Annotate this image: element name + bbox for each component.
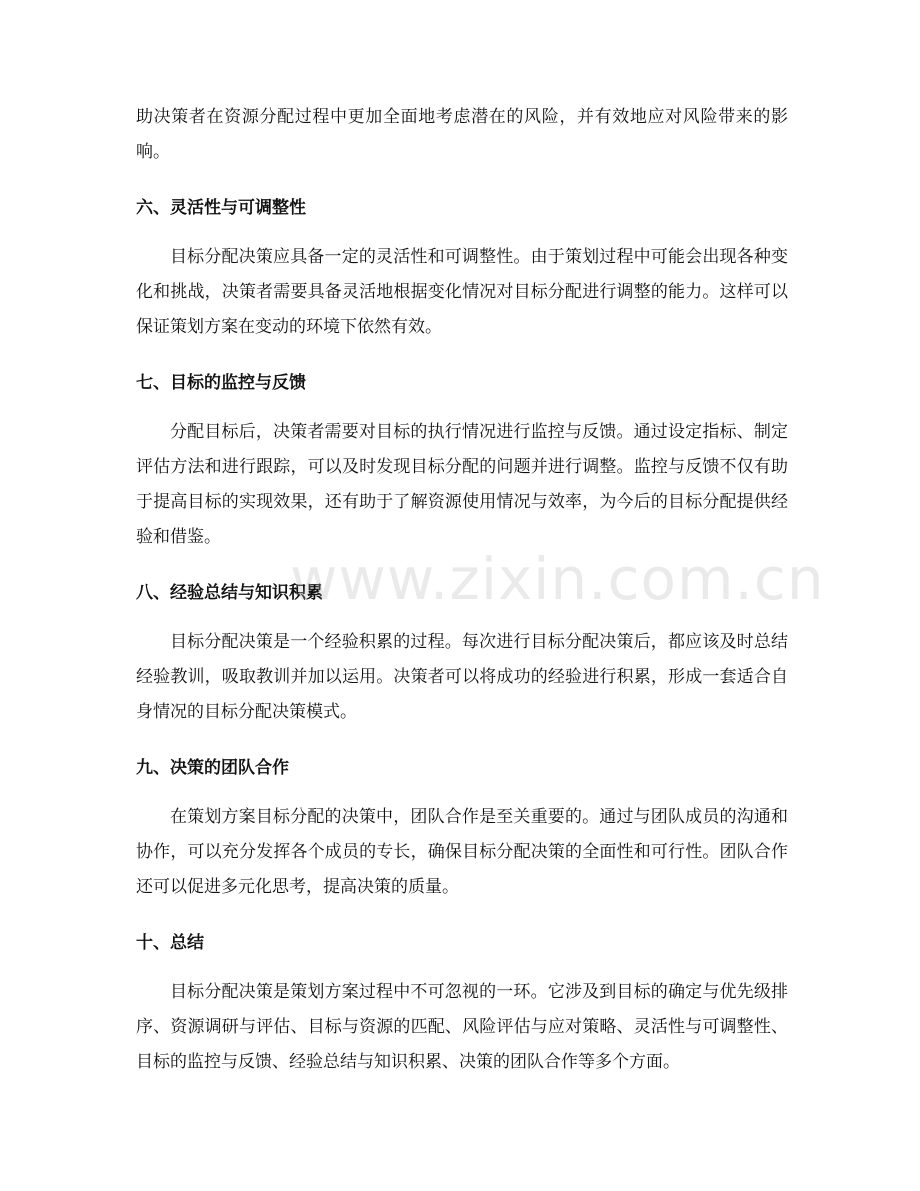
section-heading-9: 九、决策的团队合作 (136, 758, 289, 778)
section-paragraph-6: 目标分配决策应具备一定的灵活性和可调整性。由于策划过程中可能会出现各种变化和挑战，决策者需要具备灵活地根据变化情况对目标分配进行调整的能力。这样可以保证策划方案在变动的环境下依然有效。 (136, 247, 788, 337)
section-heading-7: 七、目标的监控与反馈 (136, 373, 306, 393)
section-heading-8: 八、经验总结与知识积累 (136, 583, 323, 603)
paragraph-intro-continued: 助决策者在资源分配过程中更加全面地考虑潜在的风险，并有效地应对风险带来的影响。 (136, 107, 788, 162)
section-heading-10: 十、总结 (136, 933, 204, 953)
document-body (136, 100, 788, 1080)
section-paragraph-8: 目标分配决策是一个经验积累的过程。每次进行目标分配决策后，都应该及时总结经验教训，吸取教训并加以运用。决策者可以将成功的经验进行积累，形成一套适合自身情况的目标分配决策模式。 (136, 632, 788, 722)
section-paragraph-9: 在策划方案目标分配的决策中，团队合作是至关重要的。通过与团队成员的沟通和协作，可以充分发挥各个成员的专长，确保目标分配决策的全面性和可行性。团队合作还可以促进多元化思考，提高决策的质量。 (136, 807, 788, 897)
watermark-text: www.zixin.com.cn (290, 545, 825, 613)
section-paragraph-7: 分配目标后，决策者需要对目标的执行情况进行监控与反馈。通过设定指标、制定评估方法和进行跟踪，可以及时发现目标分配的问题并进行调整。监控与反馈不仅有助于提高目标的实现效果，还有助于了解资源使用情况与效率，为今后的目标分配提供经验和借鉴。 (136, 422, 788, 547)
section-paragraph-10: 目标分配决策是策划方案过程中不可忽视的一环。它涉及到目标的确定与优先级排序、资源调研与评估、目标与资源的匹配、风险评估与应对策略、灵活性与可调整性、目标的监控与反馈、经验总结与知识积累、决策的团队合作等多个方面。 (136, 982, 788, 1072)
section-heading-6: 六、灵活性与可调整性 (136, 198, 306, 218)
